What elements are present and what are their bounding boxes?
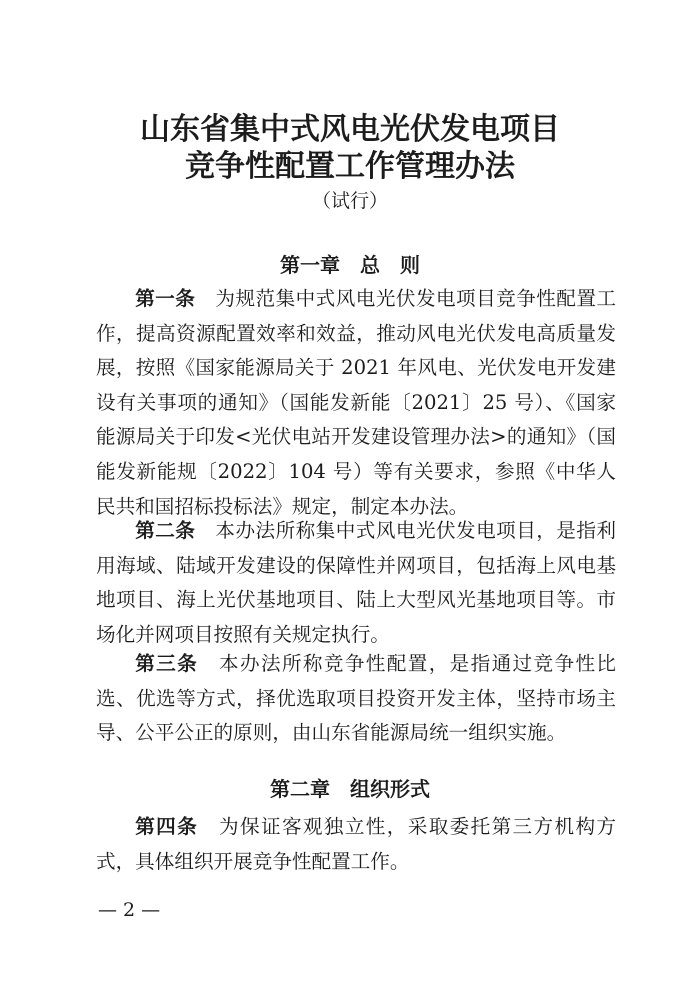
chapter-heading-1: 第一章 总 则 [280,253,420,277]
article-text: 为规范集中式风电光伏发电项目竞争性配置工作，提高资源配置效率和效益，推动风电光伏发电高质量发展，按照《国家能源局关于 2021 年风电、光伏发电开发建设有关事项的通知》（国能发新能〔2021〕25 号）、《国家能源局关于印发<光伏电站开发建设管理办法>的通知》（国能发新能规〔2022〕104 号）等有关要求，参照《中华人民共和国招标投标法》规定，制定本办法。 [96,287,617,518]
article-2 [96,514,616,652]
document-title-line-2: 竞争性配置工作管理办法 [185,149,515,184]
article-text: 本办法所称竞争性配置，是指通过竞争性比选、优选等方式，择优选取项目投资开发主体，坚持市场主导、公平公正的原则，由山东省能源局统一组织实施。 [96,652,617,745]
article-label: 第三条 [135,652,199,675]
article-3 [96,647,616,751]
document-title-line-1: 山东省集中式风电光伏发电项目 [140,112,560,147]
article-label: 第四条 [135,815,199,838]
article-label: 第一条 [135,287,196,310]
page-number: — 2 — [98,899,161,921]
article-text: 本办法所称集中式风电光伏发电项目，是指利用海域、陆域开发建设的保障性并网项目，包括海上风电基地项目、海上光伏基地项目、陆上大型风光基地项目等。市场化并网项目按照有关规定执行。 [96,519,617,646]
article-text: 为保证客观独立性，采取委托第三方机构方式，具体组织开展竞争性配置工作。 [96,815,617,873]
article-1 [96,282,616,524]
document-subtitle: （试行） [311,190,388,212]
article-label: 第二条 [135,519,196,542]
article-4 [96,810,616,879]
chapter-heading-2: 第二章 组织形式 [270,777,430,801]
